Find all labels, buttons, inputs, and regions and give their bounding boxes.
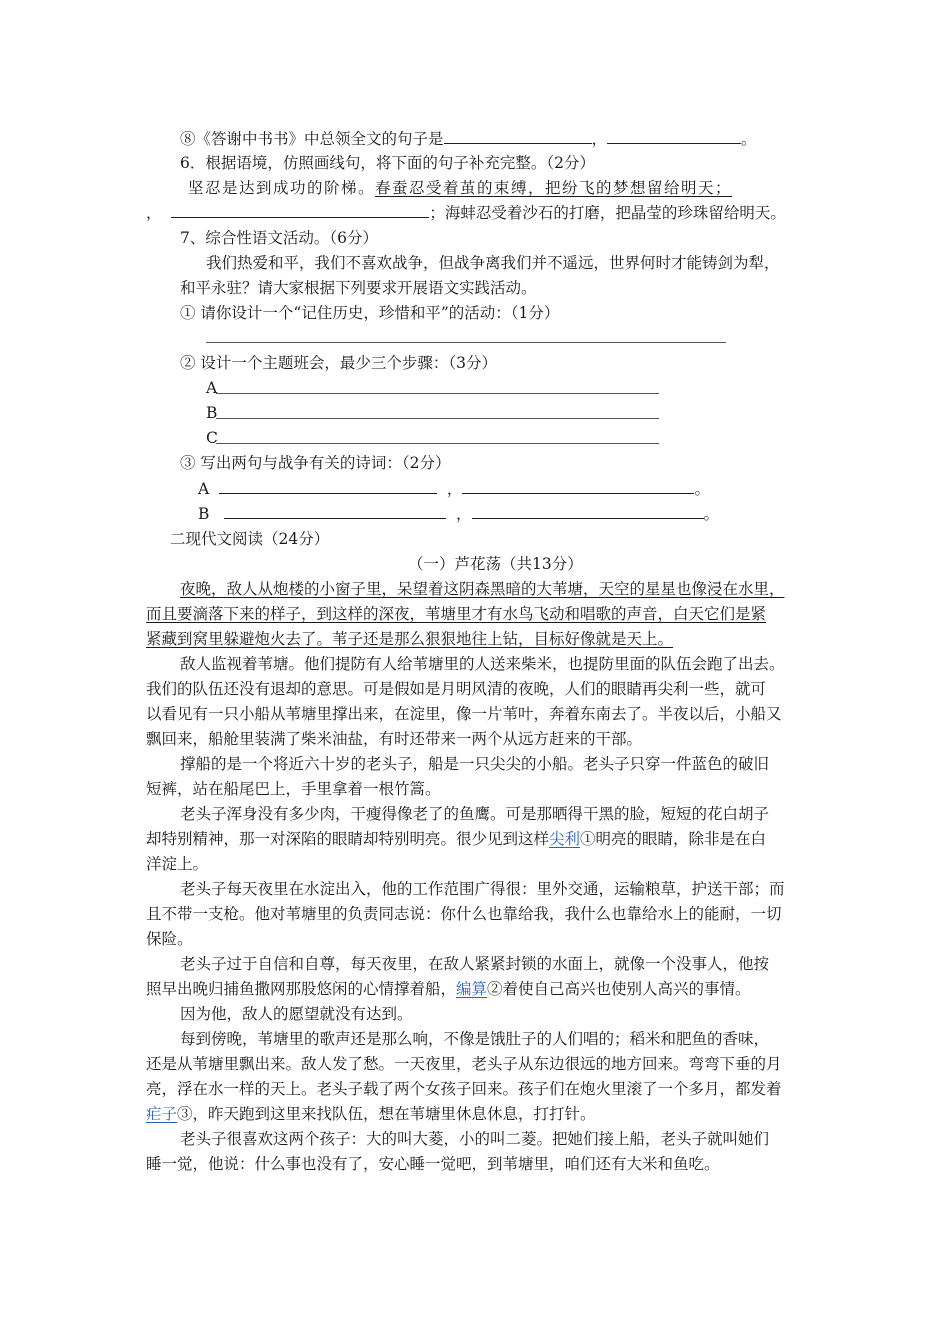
p6-line-1: 老头子过于自信和自尊，每天夜里，在敌人紧紧封锁的水面上，就像一个没事人，他按 bbox=[180, 955, 770, 973]
step-a-line[interactable] bbox=[216, 393, 659, 394]
annotation-link-2[interactable]: 编算 bbox=[456, 980, 488, 998]
poem-a-end: 。 bbox=[694, 480, 710, 498]
q6-tail: ；海蚌忍受着沙石的打磨，把晶莹的珍珠留给明天。 bbox=[429, 204, 786, 222]
q7-intro-2: 和平永驻？请大家根据下列要求开展语文实践活动。 bbox=[180, 279, 537, 297]
p9-line-1: 老头子很喜欢这两个孩子：大的叫大菱，小的叫二菱。把她们接上船，老头子就叫她们 bbox=[180, 1130, 770, 1148]
q6-lead: 坚忍是达到成功的阶梯。 bbox=[188, 179, 376, 197]
poem-b-blank-2[interactable] bbox=[472, 503, 704, 519]
poem-a-blank-1[interactable] bbox=[219, 478, 437, 494]
poem-b-blank-1[interactable] bbox=[224, 503, 446, 519]
p6-line-2-text: 照早出晚归捕鱼撒网那股悠闲的心情撑着船， bbox=[146, 980, 457, 998]
p2-line-1: 敌人监视着苇塘。他们提防有人给苇塘里的人送来柴米，也提防里面的队伍会跑了出去。 bbox=[180, 655, 785, 673]
section-subtitle: （一）芦花荡（共13分） bbox=[408, 555, 583, 573]
section-title: 二现代文阅读（24分） bbox=[170, 530, 330, 548]
q8-comma: ， bbox=[591, 130, 608, 148]
p8-line-4 bbox=[146, 1103, 596, 1125]
p2-line-3: 以看见有一只小船从苇塘里撑出来，在淀里，像一片苇叶，奔着东南去了。半夜以后，小船又 bbox=[146, 705, 782, 723]
step-b-label: B bbox=[206, 404, 218, 422]
q7-item-3: ③ 写出两句与战争有关的诗词：（2分） bbox=[180, 454, 451, 472]
step-a-label: A bbox=[206, 379, 218, 397]
q7-title: 7、综合性语文活动。（6分） bbox=[180, 229, 378, 247]
p4-line-3: 洋淀上。 bbox=[146, 855, 209, 873]
step-c-label: C bbox=[206, 429, 218, 447]
p5-line-1: 老头子每天夜里在水淀出入，他的工作范围广得很：里外交通，运输粮草，护送干部；而 bbox=[180, 880, 785, 898]
q7-item1-answer-line[interactable] bbox=[206, 342, 726, 343]
poem-b-comma: ， bbox=[456, 505, 472, 523]
p8-line-4-rest: ③，昨天跑到这里来找队伍，想在苇塘里休息休息，打打针。 bbox=[177, 1105, 596, 1123]
p3-line-2: 短裤，站在船尾巴上，手里拿着一根竹篙。 bbox=[146, 780, 441, 798]
q7-intro-1: 我们热爱和平，我们不喜欢战争，但战争离我们并不遥远，世界何时才能铸剑为犁， bbox=[206, 254, 780, 272]
p9-line-2: 睡一觉，他说：什么事也没有了，安心睡一觉吧，到苇塘里，咱们还有大米和鱼吃。 bbox=[146, 1155, 720, 1173]
q6-prefix: ， bbox=[146, 204, 162, 222]
p2-line-2: 我们的队伍还没有退却的意思。可是假如是月明风清的夜晚，人们的眼睛再尖利一些，就可 bbox=[146, 680, 767, 698]
q7-item-2: ② 设计一个主题班会，最少三个步骤：（3分） bbox=[180, 354, 498, 372]
q8-end: 。 bbox=[741, 130, 757, 148]
poem-b-label: B bbox=[198, 505, 210, 523]
p8-line-1: 每到傍晚，苇塘里的歌声还是那么响，不像是饿肚子的人们唱的；稻米和肥鱼的香味， bbox=[180, 1030, 770, 1048]
p1-line-2: 而且要滴落下来的样子，到这样的深夜，苇塘里才有水鸟飞动和唱歌的声音，白天它们是紧 bbox=[146, 605, 767, 623]
p7-line: 因为他，敌人的愿望就没有达到。 bbox=[180, 1005, 413, 1023]
p8-line-2: 还是从苇塘里飘出来。敌人发了愁。一天夜里，老头子从东边很远的地方回来。弯弯下垂的月 bbox=[146, 1055, 782, 1073]
p6-line-2-rest: ②着使自己高兴也使别人高兴的事情。 bbox=[487, 980, 751, 998]
q8-blank-2[interactable] bbox=[607, 128, 741, 144]
q8-label: ⑧《答谢中书书》中总领全文的句子是 bbox=[180, 130, 444, 148]
q6-underlined-sentence: 春蚕忍受着茧的束缚，把纷飞的梦想留给明天； bbox=[375, 179, 733, 197]
step-b-line[interactable] bbox=[216, 418, 659, 419]
q8-line bbox=[180, 128, 757, 150]
p4-line-2 bbox=[146, 828, 766, 850]
poem-a-line bbox=[198, 478, 710, 500]
p2-line-4: 飘回来，船舱里装满了柴米油盐，有时还带来一两个从远方赶来的干部。 bbox=[146, 730, 643, 748]
annotation-link-3[interactable]: 疟子 bbox=[146, 1105, 178, 1123]
p1-line-3: 紧藏到窝里躲避炮火去了。苇子还是那么狠狠地往上钻，目标好像就是天上。 bbox=[146, 630, 674, 648]
poem-a-label: A bbox=[198, 480, 210, 498]
q6-answer-blank[interactable] bbox=[171, 202, 429, 218]
p5-line-3: 保险。 bbox=[146, 930, 193, 948]
q8-blank-1[interactable] bbox=[444, 128, 592, 144]
p4-line-1: 老头子浑身没有多少肉，干瘦得像老了的鱼鹰。可是那晒得干黑的脸，短短的花白胡子 bbox=[180, 805, 770, 823]
p1-line-1: 夜晚，敌人从炮楼的小窗子里，呆望着这阴森黑暗的大苇塘，天空的星星也像浸在水里， bbox=[180, 580, 785, 598]
q7-item-1: ① 请你设计一个“记住历史，珍惜和平”的活动：（1分） bbox=[180, 304, 560, 322]
annotation-link-1[interactable]: 尖利 bbox=[549, 830, 581, 848]
poem-b-line bbox=[198, 503, 719, 525]
poem-b-end: 。 bbox=[703, 505, 720, 523]
q6-answer-line bbox=[146, 202, 786, 224]
q6-title: 6．根据语境，仿照画线句，将下面的句子补充完整。（2分） bbox=[180, 154, 595, 172]
p8-line-3: 亮，浮在水一样的天上。老头子载了两个女孩子回来。孩子们在炮火里滚了一个多月，都发着 bbox=[146, 1080, 782, 1098]
p3-line-1: 撑船的是一个将近六十岁的老头子，船是一只尖尖的小船。老头子只穿一件蓝色的破旧 bbox=[180, 755, 770, 773]
step-c-line[interactable] bbox=[216, 443, 659, 444]
p4-line-2-text: 却特别精神，那一对深陷的眼睛却特别明亮。很少见到这样 bbox=[146, 830, 550, 848]
p6-line-2 bbox=[146, 978, 751, 1000]
p4-line-2-rest: ①明亮的眼睛，除非是在白 bbox=[580, 830, 767, 848]
poem-a-comma: ， bbox=[446, 480, 463, 498]
p5-line-2: 且不带一支枪。他对苇塘里的负责同志说：你什么也靠给我，我什么也靠给水上的能耐，一切 bbox=[146, 905, 782, 923]
poem-a-blank-2[interactable] bbox=[462, 478, 694, 494]
q6-example-line bbox=[188, 177, 732, 199]
